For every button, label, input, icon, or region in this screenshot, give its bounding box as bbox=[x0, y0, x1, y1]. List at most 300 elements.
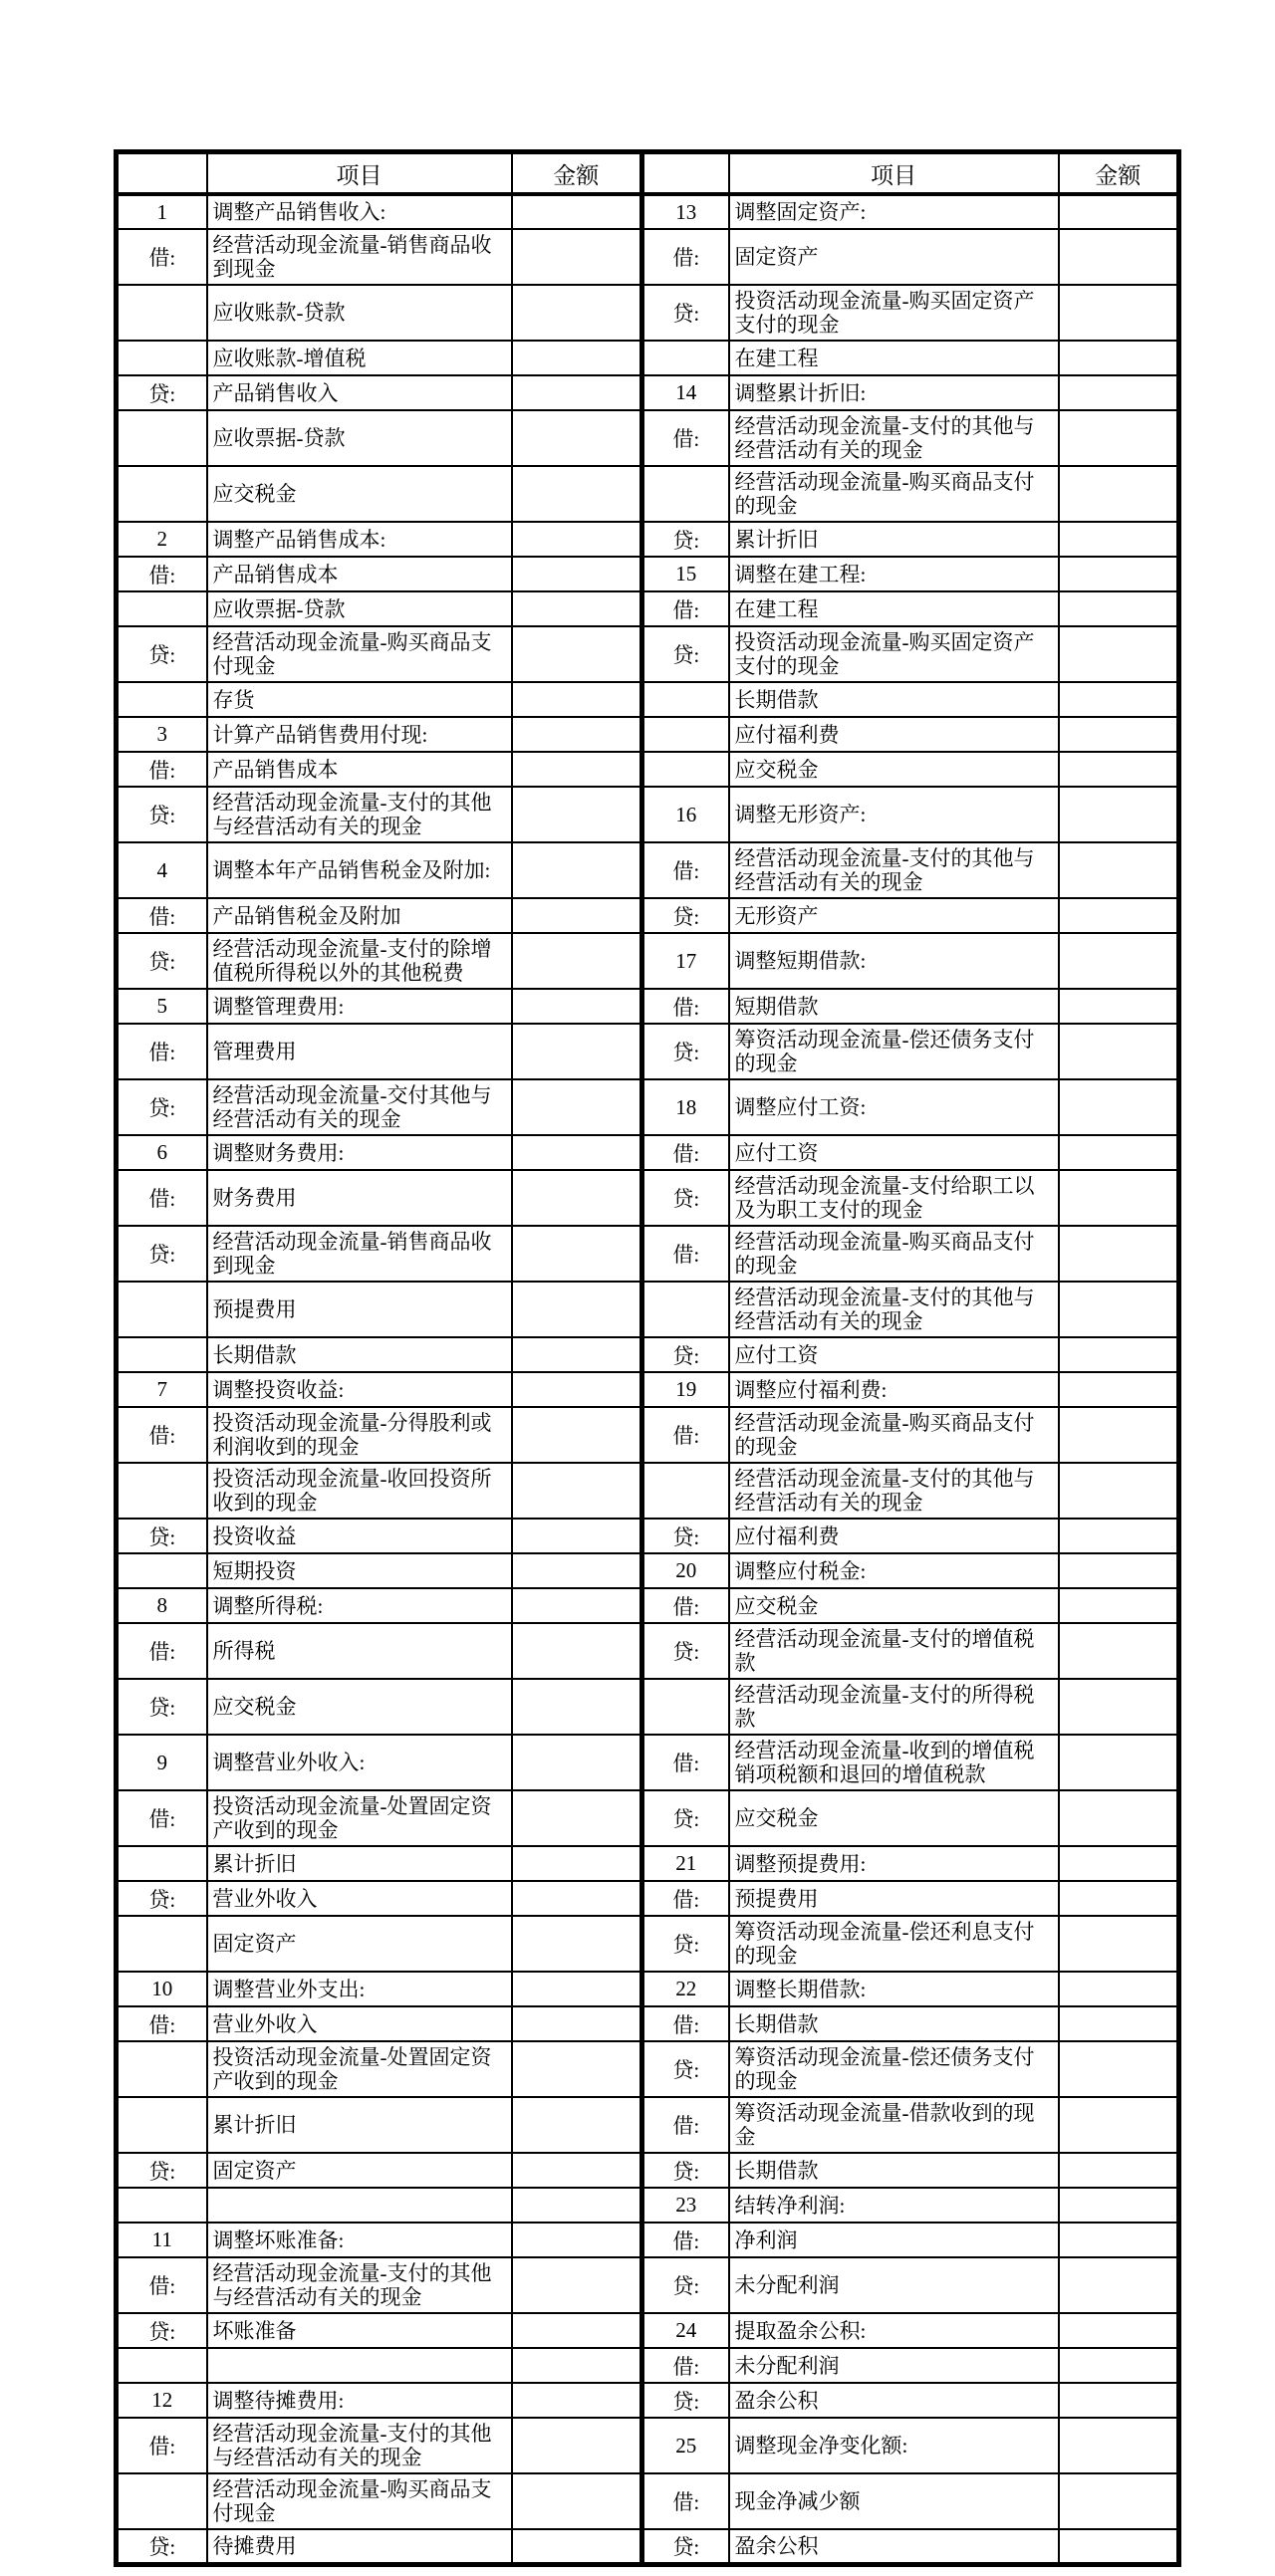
right-item-cell: 长期借款 bbox=[729, 682, 1059, 717]
left-amount-cell bbox=[512, 466, 642, 522]
right-entry-label-cell: 借: bbox=[642, 2223, 729, 2257]
table-row bbox=[117, 1024, 1179, 1079]
left-entry-label-cell: 贷: bbox=[117, 1679, 207, 1735]
left-item-cell: 投资收益 bbox=[207, 1519, 512, 1553]
right-entry-label-cell: 22 bbox=[642, 1972, 729, 2006]
right-entry-label-cell: 21 bbox=[642, 1846, 729, 1881]
right-entry-label-cell: 借: bbox=[642, 1881, 729, 1916]
left-item-cell: 产品销售税金及附加 bbox=[207, 898, 512, 933]
right-amount-cell bbox=[1059, 410, 1179, 466]
right-entry-label-cell: 借: bbox=[642, 1735, 729, 1790]
left-entry-label-cell: 贷: bbox=[117, 2313, 207, 2348]
left-amount-cell bbox=[512, 285, 642, 341]
right-amount-cell bbox=[1059, 1679, 1179, 1735]
right-item-cell: 调整预提费用: bbox=[729, 1846, 1059, 1881]
right-entry-label-cell: 16 bbox=[642, 787, 729, 842]
right-entry-label-cell: 借: bbox=[642, 591, 729, 626]
right-entry-label-cell: 贷: bbox=[642, 2383, 729, 2418]
right-entry-label-cell: 借: bbox=[642, 2097, 729, 2153]
left-item-cell: 财务费用 bbox=[207, 1170, 512, 1226]
left-entry-label-cell: 贷: bbox=[117, 1079, 207, 1135]
left-amount-cell bbox=[512, 2188, 642, 2223]
left-amount-cell bbox=[512, 1407, 642, 1463]
table-row bbox=[117, 1519, 1179, 1553]
table-row bbox=[117, 1846, 1179, 1881]
left-entry-label-cell: 3 bbox=[117, 717, 207, 752]
right-amount-cell bbox=[1059, 194, 1179, 229]
right-amount-cell bbox=[1059, 2418, 1179, 2473]
right-item-cell: 未分配利润 bbox=[729, 2257, 1059, 2313]
right-item-cell: 结转净利润: bbox=[729, 2188, 1059, 2223]
left-entry-label-cell bbox=[117, 1846, 207, 1881]
left-amount-cell bbox=[512, 1337, 642, 1372]
left-item-cell: 经营活动现金流量-销售商品收到现金 bbox=[207, 229, 512, 285]
left-entry-label-cell bbox=[117, 591, 207, 626]
table-row bbox=[117, 1553, 1179, 1588]
left-amount-cell bbox=[512, 1519, 642, 1553]
right-entry-label-cell: 借: bbox=[642, 1135, 729, 1170]
right-amount-cell bbox=[1059, 898, 1179, 933]
left-entry-label-cell bbox=[117, 285, 207, 341]
right-item-cell: 筹资活动现金流量-偿还债务支付的现金 bbox=[729, 1024, 1059, 1079]
right-amount-cell bbox=[1059, 1972, 1179, 2006]
right-amount-cell bbox=[1059, 787, 1179, 842]
left-amount-cell bbox=[512, 682, 642, 717]
right-item-cell: 固定资产 bbox=[729, 229, 1059, 285]
left-item-cell: 固定资产 bbox=[207, 2153, 512, 2188]
left-item-cell: 经营活动现金流量-支付的其他与经营活动有关的现金 bbox=[207, 2418, 512, 2473]
table-body bbox=[117, 194, 1179, 2565]
left-item-cell: 应收票据-贷款 bbox=[207, 410, 512, 466]
left-amount-cell bbox=[512, 341, 642, 375]
left-entry-label-cell: 贷: bbox=[117, 626, 207, 682]
table-row bbox=[117, 898, 1179, 933]
right-item-cell: 经营活动现金流量-支付给职工以及为职工支付的现金 bbox=[729, 1170, 1059, 1226]
left-amount-cell bbox=[512, 898, 642, 933]
left-entry-label-cell bbox=[117, 1463, 207, 1519]
right-item-cell: 筹资活动现金流量-偿还债务支付的现金 bbox=[729, 2041, 1059, 2097]
left-item-cell: 管理费用 bbox=[207, 1024, 512, 1079]
left-item-cell: 所得税 bbox=[207, 1623, 512, 1679]
right-entry-label-cell: 贷: bbox=[642, 898, 729, 933]
table-row bbox=[117, 194, 1179, 229]
right-amount-cell bbox=[1059, 752, 1179, 787]
right-amount-cell bbox=[1059, 1079, 1179, 1135]
table-row bbox=[117, 2223, 1179, 2257]
left-entry-label-cell: 借: bbox=[117, 557, 207, 591]
left-item-cell: 调整管理费用: bbox=[207, 989, 512, 1024]
left-entry-label-cell: 借: bbox=[117, 2006, 207, 2041]
left-entry-label-cell: 9 bbox=[117, 1735, 207, 1790]
left-entry-label-cell: 4 bbox=[117, 842, 207, 898]
left-amount-cell bbox=[512, 1553, 642, 1588]
right-item-cell: 调整短期借款: bbox=[729, 933, 1059, 989]
left-amount-cell bbox=[512, 842, 642, 898]
left-entry-label-cell bbox=[117, 1916, 207, 1972]
left-amount-cell bbox=[512, 591, 642, 626]
right-entry-label-cell: 贷: bbox=[642, 1170, 729, 1226]
left-entry-label-cell: 借: bbox=[117, 1170, 207, 1226]
right-item-cell: 经营活动现金流量-支付的其他与经营活动有关的现金 bbox=[729, 1282, 1059, 1337]
right-item-cell: 经营活动现金流量-购买商品支付的现金 bbox=[729, 1226, 1059, 1282]
left-amount-cell bbox=[512, 1790, 642, 1846]
right-entry-label-cell: 借: bbox=[642, 410, 729, 466]
right-amount-cell bbox=[1059, 1846, 1179, 1881]
left-amount-cell bbox=[512, 410, 642, 466]
header-row bbox=[117, 152, 1179, 195]
right-amount-cell bbox=[1059, 1588, 1179, 1623]
left-entry-label-cell: 贷: bbox=[117, 375, 207, 410]
left-entry-label-cell: 贷: bbox=[117, 1881, 207, 1916]
right-item-cell: 预提费用 bbox=[729, 1881, 1059, 1916]
right-item-cell: 现金净减少额 bbox=[729, 2473, 1059, 2529]
left-amount-cell bbox=[512, 2257, 642, 2313]
right-amount-cell bbox=[1059, 2348, 1179, 2383]
right-item-cell: 调整累计折旧: bbox=[729, 375, 1059, 410]
left-amount-cell bbox=[512, 1735, 642, 1790]
right-item-cell: 经营活动现金流量-支付的其他与经营活动有关的现金 bbox=[729, 410, 1059, 466]
right-entry-label-cell: 贷: bbox=[642, 1024, 729, 1079]
right-entry-label-cell: 贷: bbox=[642, 1623, 729, 1679]
right-amount-cell bbox=[1059, 285, 1179, 341]
right-item-cell: 累计折旧 bbox=[729, 522, 1059, 557]
table-row bbox=[117, 2041, 1179, 2097]
right-amount-cell bbox=[1059, 1916, 1179, 1972]
table-row bbox=[117, 1463, 1179, 1519]
left-entry-label-header bbox=[117, 152, 207, 195]
left-item-cell: 应收账款-增值税 bbox=[207, 341, 512, 375]
right-item-cell: 调整应付税金: bbox=[729, 1553, 1059, 1588]
left-item-cell: 调整营业外收入: bbox=[207, 1735, 512, 1790]
right-item-cell: 调整无形资产: bbox=[729, 787, 1059, 842]
right-amount-cell bbox=[1059, 557, 1179, 591]
left-amount-cell bbox=[512, 1226, 642, 1282]
left-entry-label-cell: 借: bbox=[117, 1623, 207, 1679]
left-item-cell: 产品销售成本 bbox=[207, 557, 512, 591]
right-item-cell: 经营活动现金流量-支付的增值税款 bbox=[729, 1623, 1059, 1679]
left-entry-label-cell bbox=[117, 341, 207, 375]
left-item-cell: 调整待摊费用: bbox=[207, 2383, 512, 2418]
right-entry-label-cell: 19 bbox=[642, 1372, 729, 1407]
right-entry-label-cell: 贷: bbox=[642, 2041, 729, 2097]
left-entry-label-cell: 5 bbox=[117, 989, 207, 1024]
left-entry-label-cell: 12 bbox=[117, 2383, 207, 2418]
right-amount-cell bbox=[1059, 2153, 1179, 2188]
left-amount-cell bbox=[512, 626, 642, 682]
left-amount-cell bbox=[512, 989, 642, 1024]
right-item-cell: 净利润 bbox=[729, 2223, 1059, 2257]
right-amount-cell bbox=[1059, 989, 1179, 1024]
left-entry-label-cell: 贷: bbox=[117, 1519, 207, 1553]
left-item-cell: 经营活动现金流量-购买商品支付现金 bbox=[207, 2473, 512, 2529]
left-amount-cell bbox=[512, 1463, 642, 1519]
right-item-cell: 筹资活动现金流量-偿还利息支付的现金 bbox=[729, 1916, 1059, 1972]
right-amount-cell bbox=[1059, 522, 1179, 557]
table-row bbox=[117, 2097, 1179, 2153]
table-row bbox=[117, 229, 1179, 285]
table-row bbox=[117, 933, 1179, 989]
right-amount-header: 金额 bbox=[1059, 152, 1179, 195]
right-item-cell: 应付工资 bbox=[729, 1337, 1059, 1372]
table-row bbox=[117, 2153, 1179, 2188]
left-amount-cell bbox=[512, 933, 642, 989]
right-amount-cell bbox=[1059, 2041, 1179, 2097]
right-entry-label-cell bbox=[642, 752, 729, 787]
left-item-cell: 产品销售成本 bbox=[207, 752, 512, 787]
left-amount-cell bbox=[512, 2473, 642, 2529]
left-amount-cell bbox=[512, 2313, 642, 2348]
left-entry-label-cell: 借: bbox=[117, 2257, 207, 2313]
right-entry-label-cell: 借: bbox=[642, 2348, 729, 2383]
right-amount-cell bbox=[1059, 2473, 1179, 2529]
left-amount-cell bbox=[512, 1916, 642, 1972]
adjustment-entries-table bbox=[114, 149, 1181, 2567]
left-item-cell: 投资活动现金流量-处置固定资产收到的现金 bbox=[207, 1790, 512, 1846]
table-row bbox=[117, 842, 1179, 898]
right-amount-cell bbox=[1059, 1623, 1179, 1679]
right-entry-label-cell: 借: bbox=[642, 2473, 729, 2529]
right-entry-label-cell: 贷: bbox=[642, 522, 729, 557]
left-item-cell: 营业外收入 bbox=[207, 2006, 512, 2041]
right-amount-cell bbox=[1059, 626, 1179, 682]
left-item-cell: 累计折旧 bbox=[207, 1846, 512, 1881]
table-row bbox=[117, 557, 1179, 591]
right-entry-label-cell bbox=[642, 1463, 729, 1519]
right-amount-cell bbox=[1059, 341, 1179, 375]
left-item-cell: 调整本年产品销售税金及附加: bbox=[207, 842, 512, 898]
left-entry-label-cell: 7 bbox=[117, 1372, 207, 1407]
right-item-cell: 经营活动现金流量-购买商品支付的现金 bbox=[729, 466, 1059, 522]
table-row bbox=[117, 591, 1179, 626]
right-item-cell: 应付福利费 bbox=[729, 717, 1059, 752]
left-entry-label-cell: 借: bbox=[117, 1024, 207, 1079]
right-entry-label-cell bbox=[642, 466, 729, 522]
right-amount-cell bbox=[1059, 1372, 1179, 1407]
left-amount-cell bbox=[512, 2041, 642, 2097]
left-item-cell: 投资活动现金流量-处置固定资产收到的现金 bbox=[207, 2041, 512, 2097]
left-item-cell: 固定资产 bbox=[207, 1916, 512, 1972]
right-amount-cell bbox=[1059, 1226, 1179, 1282]
left-entry-label-cell: 贷: bbox=[117, 2153, 207, 2188]
table-row bbox=[117, 1623, 1179, 1679]
table-row bbox=[117, 717, 1179, 752]
right-amount-cell bbox=[1059, 375, 1179, 410]
right-item-cell: 无形资产 bbox=[729, 898, 1059, 933]
table-row bbox=[117, 1790, 1179, 1846]
left-entry-label-cell bbox=[117, 2473, 207, 2529]
right-item-cell: 筹资活动现金流量-借款收到的现金 bbox=[729, 2097, 1059, 2153]
table-row bbox=[117, 375, 1179, 410]
left-item-cell: 调整所得税: bbox=[207, 1588, 512, 1623]
left-amount-cell bbox=[512, 2153, 642, 2188]
right-entry-label-cell: 借: bbox=[642, 989, 729, 1024]
table-row bbox=[117, 1079, 1179, 1135]
right-item-cell: 调整应付工资: bbox=[729, 1079, 1059, 1135]
right-entry-label-cell: 贷: bbox=[642, 1916, 729, 1972]
left-entry-label-cell: 6 bbox=[117, 1135, 207, 1170]
right-item-cell: 应付福利费 bbox=[729, 1519, 1059, 1553]
right-amount-cell bbox=[1059, 1553, 1179, 1588]
right-amount-cell bbox=[1059, 1135, 1179, 1170]
right-entry-label-cell: 贷: bbox=[642, 2153, 729, 2188]
right-entry-label-cell: 贷: bbox=[642, 1337, 729, 1372]
table-row bbox=[117, 1226, 1179, 1282]
table-row bbox=[117, 1679, 1179, 1735]
left-item-cell: 应收票据-贷款 bbox=[207, 591, 512, 626]
left-entry-label-cell: 借: bbox=[117, 752, 207, 787]
right-item-cell: 应付工资 bbox=[729, 1135, 1059, 1170]
left-item-cell: 预提费用 bbox=[207, 1282, 512, 1337]
right-item-cell: 在建工程 bbox=[729, 591, 1059, 626]
right-amount-cell bbox=[1059, 591, 1179, 626]
right-item-cell: 调整固定资产: bbox=[729, 194, 1059, 229]
left-item-cell: 经营活动现金流量-支付的除增值税所得税以外的其他税费 bbox=[207, 933, 512, 989]
right-entry-label-cell: 15 bbox=[642, 557, 729, 591]
right-entry-label-cell: 13 bbox=[642, 194, 729, 229]
right-amount-cell bbox=[1059, 2257, 1179, 2313]
left-item-cell: 坏账准备 bbox=[207, 2313, 512, 2348]
left-item-cell: 调整产品销售收入: bbox=[207, 194, 512, 229]
right-item-cell: 调整现金净变化额: bbox=[729, 2418, 1059, 2473]
right-entry-label-header bbox=[642, 152, 729, 195]
left-amount-cell bbox=[512, 1881, 642, 1916]
left-amount-cell bbox=[512, 752, 642, 787]
left-item-cell bbox=[207, 2348, 512, 2383]
left-amount-cell bbox=[512, 1846, 642, 1881]
right-item-header: 项目 bbox=[729, 152, 1059, 195]
right-item-cell: 未分配利润 bbox=[729, 2348, 1059, 2383]
left-amount-cell bbox=[512, 2097, 642, 2153]
right-item-cell: 应交税金 bbox=[729, 1790, 1059, 1846]
right-entry-label-cell bbox=[642, 682, 729, 717]
left-amount-cell bbox=[512, 1972, 642, 2006]
right-entry-label-cell bbox=[642, 1282, 729, 1337]
right-entry-label-cell: 贷: bbox=[642, 1519, 729, 1553]
right-item-cell: 经营活动现金流量-支付的所得税款 bbox=[729, 1679, 1059, 1735]
right-entry-label-cell: 借: bbox=[642, 2006, 729, 2041]
left-amount-cell bbox=[512, 557, 642, 591]
left-entry-label-cell bbox=[117, 2041, 207, 2097]
left-entry-label-cell: 贷: bbox=[117, 933, 207, 989]
table-row bbox=[117, 2006, 1179, 2041]
table-row bbox=[117, 1588, 1179, 1623]
right-entry-label-cell: 18 bbox=[642, 1079, 729, 1135]
right-amount-cell bbox=[1059, 2006, 1179, 2041]
left-amount-cell bbox=[512, 2418, 642, 2473]
table-row bbox=[117, 2348, 1179, 2383]
table-row bbox=[117, 787, 1179, 842]
table-row bbox=[117, 522, 1179, 557]
table-row bbox=[117, 2188, 1179, 2223]
left-amount-cell bbox=[512, 1282, 642, 1337]
right-entry-label-cell: 借: bbox=[642, 842, 729, 898]
table-row bbox=[117, 2383, 1179, 2418]
table-row bbox=[117, 1170, 1179, 1226]
right-item-cell: 经营活动现金流量-购买商品支付的现金 bbox=[729, 1407, 1059, 1463]
left-item-cell: 经营活动现金流量-购买商品支付现金 bbox=[207, 626, 512, 682]
right-item-cell: 投资活动现金流量-购买固定资产支付的现金 bbox=[729, 626, 1059, 682]
left-entry-label-cell bbox=[117, 410, 207, 466]
right-amount-cell bbox=[1059, 682, 1179, 717]
right-amount-cell bbox=[1059, 842, 1179, 898]
left-item-cell: 经营活动现金流量-支付的其他与经营活动有关的现金 bbox=[207, 787, 512, 842]
left-entry-label-cell: 贷: bbox=[117, 1226, 207, 1282]
left-amount-cell bbox=[512, 1135, 642, 1170]
table-row bbox=[117, 2529, 1179, 2565]
left-amount-cell bbox=[512, 1588, 642, 1623]
table-row bbox=[117, 2418, 1179, 2473]
left-entry-label-cell: 借: bbox=[117, 2418, 207, 2473]
right-entry-label-cell: 贷: bbox=[642, 285, 729, 341]
left-entry-label-cell: 借: bbox=[117, 898, 207, 933]
right-item-cell: 调整在建工程: bbox=[729, 557, 1059, 591]
right-entry-label-cell: 贷: bbox=[642, 1790, 729, 1846]
table-row bbox=[117, 1881, 1179, 1916]
left-entry-label-cell bbox=[117, 2348, 207, 2383]
right-item-cell: 长期借款 bbox=[729, 2153, 1059, 2188]
left-entry-label-cell: 贷: bbox=[117, 2529, 207, 2565]
left-item-cell: 应交税金 bbox=[207, 1679, 512, 1735]
left-item-cell: 计算产品销售费用付现: bbox=[207, 717, 512, 752]
right-entry-label-cell bbox=[642, 1679, 729, 1735]
left-item-cell: 营业外收入 bbox=[207, 1881, 512, 1916]
right-amount-cell bbox=[1059, 1519, 1179, 1553]
left-item-cell: 调整产品销售成本: bbox=[207, 522, 512, 557]
table-row bbox=[117, 682, 1179, 717]
left-entry-label-cell: 2 bbox=[117, 522, 207, 557]
right-amount-cell bbox=[1059, 466, 1179, 522]
right-item-cell: 应交税金 bbox=[729, 1588, 1059, 1623]
left-entry-label-cell bbox=[117, 2097, 207, 2153]
right-item-cell: 调整应付福利费: bbox=[729, 1372, 1059, 1407]
right-entry-label-cell: 25 bbox=[642, 2418, 729, 2473]
left-item-cell: 应收账款-贷款 bbox=[207, 285, 512, 341]
left-item-cell: 经营活动现金流量-销售商品收到现金 bbox=[207, 1226, 512, 1282]
right-item-cell: 经营活动现金流量-收到的增值税销项税额和退回的增值税款 bbox=[729, 1735, 1059, 1790]
table-row bbox=[117, 1282, 1179, 1337]
table-row bbox=[117, 2257, 1179, 2313]
left-item-cell: 经营活动现金流量-交付其他与经营活动有关的现金 bbox=[207, 1079, 512, 1135]
left-item-cell: 调整财务费用: bbox=[207, 1135, 512, 1170]
right-amount-cell bbox=[1059, 2188, 1179, 2223]
left-entry-label-cell bbox=[117, 1553, 207, 1588]
right-entry-label-cell: 23 bbox=[642, 2188, 729, 2223]
left-item-cell: 投资活动现金流量-收回投资所收到的现金 bbox=[207, 1463, 512, 1519]
left-item-cell: 短期投资 bbox=[207, 1553, 512, 1588]
left-amount-cell bbox=[512, 194, 642, 229]
left-amount-cell bbox=[512, 522, 642, 557]
left-amount-cell bbox=[512, 2223, 642, 2257]
right-item-cell: 经营活动现金流量-支付的其他与经营活动有关的现金 bbox=[729, 1463, 1059, 1519]
right-amount-cell bbox=[1059, 2097, 1179, 2153]
left-amount-cell bbox=[512, 1170, 642, 1226]
right-amount-cell bbox=[1059, 717, 1179, 752]
right-item-cell: 应交税金 bbox=[729, 752, 1059, 787]
left-entry-label-cell bbox=[117, 2188, 207, 2223]
left-amount-cell bbox=[512, 787, 642, 842]
left-item-cell: 存货 bbox=[207, 682, 512, 717]
left-amount-cell bbox=[512, 375, 642, 410]
right-item-cell: 在建工程 bbox=[729, 341, 1059, 375]
table-row bbox=[117, 2473, 1179, 2529]
right-item-cell: 调整长期借款: bbox=[729, 1972, 1059, 2006]
left-amount-cell bbox=[512, 717, 642, 752]
left-amount-cell bbox=[512, 2348, 642, 2383]
left-amount-cell bbox=[512, 1079, 642, 1135]
table-row bbox=[117, 410, 1179, 466]
table-row bbox=[117, 1135, 1179, 1170]
right-amount-cell bbox=[1059, 229, 1179, 285]
